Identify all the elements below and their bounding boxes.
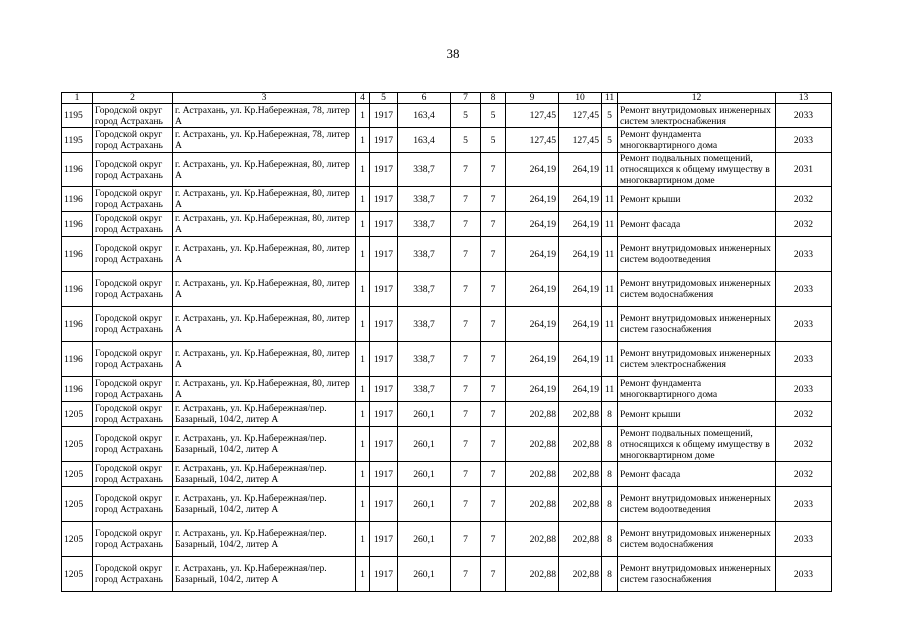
cell-address: г. Астрахань, ул. Кр.Набережная/пер. Базарный, 104/2, литер А xyxy=(173,522,356,557)
cell-year: 1917 xyxy=(370,377,398,402)
cell-col7: 7 xyxy=(451,342,481,377)
cell-col11: 8 xyxy=(602,522,618,557)
cell-col9: 127,45 xyxy=(506,104,559,128)
cell-col9: 127,45 xyxy=(506,128,559,153)
cell-col10: 202,88 xyxy=(559,487,602,522)
table-row xyxy=(62,402,832,427)
cell-col11: 11 xyxy=(602,187,618,212)
cell-municipality: Городской округ город Астрахань xyxy=(93,522,173,557)
cell-planned-year: 2032 xyxy=(776,427,832,462)
cell-col7: 7 xyxy=(451,557,481,592)
cell-col8: 5 xyxy=(481,104,506,128)
table-row xyxy=(62,153,832,187)
cell-planned-year: 2033 xyxy=(776,237,832,272)
table-row xyxy=(62,128,832,153)
cell-planned-year: 2032 xyxy=(776,462,832,487)
column-header: 1 xyxy=(62,93,93,104)
cell-house-id: 1196 xyxy=(62,307,93,342)
cell-planned-year: 2033 xyxy=(776,522,832,557)
cell-work-type: Ремонт внутридомовых инженерных систем электроснабжения xyxy=(618,104,776,128)
cell-address: г. Астрахань, ул. Кр.Набережная/пер. Базарный, 104/2, литер А xyxy=(173,402,356,427)
cell-col8: 7 xyxy=(481,153,506,187)
cell-planned-year: 2033 xyxy=(776,104,832,128)
column-header: 4 xyxy=(356,93,370,104)
cell-col8: 7 xyxy=(481,427,506,462)
cell-planned-year: 2031 xyxy=(776,153,832,187)
cell-house-id: 1196 xyxy=(62,377,93,402)
cell-municipality: Городской округ город Астрахань xyxy=(93,153,173,187)
cell-col10: 264,19 xyxy=(559,212,602,237)
cell-planned-year: 2033 xyxy=(776,557,832,592)
cell-col10: 202,88 xyxy=(559,427,602,462)
cell-work-type: Ремонт внутридомовых инженерных систем водоотведения xyxy=(618,487,776,522)
cell-col11: 11 xyxy=(602,237,618,272)
cell-planned-year: 2032 xyxy=(776,402,832,427)
cell-col8: 7 xyxy=(481,487,506,522)
repair-schedule-table xyxy=(61,92,832,592)
cell-col9: 264,19 xyxy=(506,237,559,272)
cell-col10: 264,19 xyxy=(559,307,602,342)
table-row xyxy=(62,557,832,592)
column-header: 5 xyxy=(370,93,398,104)
cell-col4: 1 xyxy=(356,557,370,592)
cell-house-id: 1195 xyxy=(62,128,93,153)
cell-work-type: Ремонт фундамента многоквартирного дома xyxy=(618,128,776,153)
cell-area: 338,7 xyxy=(398,237,451,272)
cell-work-type: Ремонт крыши xyxy=(618,402,776,427)
cell-address: г. Астрахань, ул. Кр.Набережная, 80, литер А xyxy=(173,237,356,272)
cell-col7: 7 xyxy=(451,237,481,272)
cell-address: г. Астрахань, ул. Кр.Набережная/пер. Базарный, 104/2, литер А xyxy=(173,427,356,462)
table-row xyxy=(62,342,832,377)
cell-col4: 1 xyxy=(356,307,370,342)
cell-planned-year: 2032 xyxy=(776,187,832,212)
cell-area: 260,1 xyxy=(398,487,451,522)
cell-municipality: Городской округ город Астрахань xyxy=(93,187,173,212)
cell-work-type: Ремонт внутридомовых инженерных систем газоснабжения xyxy=(618,557,776,592)
cell-col4: 1 xyxy=(356,377,370,402)
cell-col4: 1 xyxy=(356,153,370,187)
cell-col7: 7 xyxy=(451,153,481,187)
cell-work-type: Ремонт подвальных помещений, относящихся к общему имуществу в многоквартирном доме xyxy=(618,153,776,187)
cell-col9: 264,19 xyxy=(506,272,559,307)
cell-year: 1917 xyxy=(370,272,398,307)
cell-col10: 127,45 xyxy=(559,128,602,153)
cell-municipality: Городской округ город Астрахань xyxy=(93,272,173,307)
cell-col8: 7 xyxy=(481,557,506,592)
cell-area: 163,4 xyxy=(398,104,451,128)
cell-col7: 7 xyxy=(451,187,481,212)
cell-col7: 7 xyxy=(451,522,481,557)
cell-area: 260,1 xyxy=(398,557,451,592)
cell-col10: 202,88 xyxy=(559,557,602,592)
cell-year: 1917 xyxy=(370,128,398,153)
cell-col7: 7 xyxy=(451,272,481,307)
table-row xyxy=(62,212,832,237)
cell-col11: 11 xyxy=(602,212,618,237)
cell-col4: 1 xyxy=(356,187,370,212)
cell-col11: 8 xyxy=(602,557,618,592)
cell-col8: 5 xyxy=(481,128,506,153)
cell-col7: 7 xyxy=(451,462,481,487)
cell-col11: 11 xyxy=(602,272,618,307)
cell-municipality: Городской округ город Астрахань xyxy=(93,128,173,153)
cell-address: г. Астрахань, ул. Кр.Набережная, 80, литер А xyxy=(173,212,356,237)
cell-work-type: Ремонт фасада xyxy=(618,212,776,237)
page-number: 38 xyxy=(446,46,460,61)
cell-house-id: 1196 xyxy=(62,187,93,212)
cell-work-type: Ремонт крыши xyxy=(618,187,776,212)
cell-area: 163,4 xyxy=(398,128,451,153)
column-header: 6 xyxy=(398,93,451,104)
cell-col4: 1 xyxy=(356,104,370,128)
cell-col4: 1 xyxy=(356,237,370,272)
cell-col8: 7 xyxy=(481,237,506,272)
cell-house-id: 1195 xyxy=(62,104,93,128)
cell-col4: 1 xyxy=(356,522,370,557)
cell-col7: 5 xyxy=(451,128,481,153)
cell-work-type: Ремонт подвальных помещений, относящихся к общему имуществу в многоквартирном доме xyxy=(618,427,776,462)
cell-col4: 1 xyxy=(356,272,370,307)
cell-area: 260,1 xyxy=(398,522,451,557)
cell-col4: 1 xyxy=(356,212,370,237)
cell-house-id: 1196 xyxy=(62,272,93,307)
column-header: 3 xyxy=(173,93,356,104)
cell-col8: 7 xyxy=(481,272,506,307)
cell-house-id: 1205 xyxy=(62,462,93,487)
cell-municipality: Городской округ город Астрахань xyxy=(93,377,173,402)
cell-col7: 7 xyxy=(451,427,481,462)
cell-year: 1917 xyxy=(370,427,398,462)
table-row xyxy=(62,377,832,402)
cell-year: 1917 xyxy=(370,487,398,522)
cell-col9: 202,88 xyxy=(506,462,559,487)
table-row xyxy=(62,104,832,128)
cell-col9: 264,19 xyxy=(506,187,559,212)
cell-year: 1917 xyxy=(370,307,398,342)
cell-municipality: Городской округ город Астрахань xyxy=(93,307,173,342)
cell-year: 1917 xyxy=(370,462,398,487)
cell-area: 338,7 xyxy=(398,307,451,342)
cell-col8: 7 xyxy=(481,522,506,557)
cell-col4: 1 xyxy=(356,487,370,522)
cell-address: г. Астрахань, ул. Кр.Набережная, 78, литер А xyxy=(173,128,356,153)
cell-col11: 8 xyxy=(602,427,618,462)
cell-house-id: 1196 xyxy=(62,153,93,187)
cell-area: 260,1 xyxy=(398,427,451,462)
cell-house-id: 1205 xyxy=(62,402,93,427)
cell-col11: 11 xyxy=(602,153,618,187)
cell-col9: 264,19 xyxy=(506,153,559,187)
cell-municipality: Городской округ город Астрахань xyxy=(93,237,173,272)
cell-col9: 202,88 xyxy=(506,427,559,462)
cell-planned-year: 2033 xyxy=(776,272,832,307)
cell-house-id: 1205 xyxy=(62,557,93,592)
cell-area: 338,7 xyxy=(398,187,451,212)
cell-area: 338,7 xyxy=(398,272,451,307)
table-row xyxy=(62,427,832,462)
cell-planned-year: 2033 xyxy=(776,342,832,377)
cell-address: г. Астрахань, ул. Кр.Набережная, 80, литер А xyxy=(173,307,356,342)
cell-col11: 11 xyxy=(602,342,618,377)
cell-col7: 7 xyxy=(451,487,481,522)
cell-col8: 7 xyxy=(481,402,506,427)
cell-work-type: Ремонт фундамента многоквартирного дома xyxy=(618,377,776,402)
cell-address: г. Астрахань, ул. Кр.Набережная, 80, литер А xyxy=(173,342,356,377)
table-row xyxy=(62,237,832,272)
cell-planned-year: 2033 xyxy=(776,377,832,402)
cell-year: 1917 xyxy=(370,237,398,272)
cell-col10: 264,19 xyxy=(559,187,602,212)
column-header: 11 xyxy=(602,93,618,104)
cell-col9: 202,88 xyxy=(506,487,559,522)
cell-planned-year: 2033 xyxy=(776,128,832,153)
cell-col8: 7 xyxy=(481,187,506,212)
cell-year: 1917 xyxy=(370,153,398,187)
cell-municipality: Городской округ город Астрахань xyxy=(93,342,173,377)
cell-year: 1917 xyxy=(370,187,398,212)
cell-house-id: 1196 xyxy=(62,342,93,377)
cell-area: 338,7 xyxy=(398,212,451,237)
table-row xyxy=(62,487,832,522)
cell-col10: 202,88 xyxy=(559,462,602,487)
cell-col9: 264,19 xyxy=(506,307,559,342)
cell-house-id: 1205 xyxy=(62,427,93,462)
column-header: 10 xyxy=(559,93,602,104)
cell-col7: 7 xyxy=(451,377,481,402)
cell-year: 1917 xyxy=(370,522,398,557)
cell-address: г. Астрахань, ул. Кр.Набережная/пер. Базарный, 104/2, литер А xyxy=(173,462,356,487)
cell-address: г. Астрахань, ул. Кр.Набережная, 80, литер А xyxy=(173,377,356,402)
cell-year: 1917 xyxy=(370,557,398,592)
cell-col9: 202,88 xyxy=(506,557,559,592)
cell-col7: 7 xyxy=(451,212,481,237)
table-header-row xyxy=(62,93,832,104)
cell-col9: 202,88 xyxy=(506,522,559,557)
column-header: 7 xyxy=(451,93,481,104)
cell-address: г. Астрахань, ул. Кр.Набережная, 80, литер А xyxy=(173,272,356,307)
cell-col10: 264,19 xyxy=(559,237,602,272)
cell-address: г. Астрахань, ул. Кр.Набережная/пер. Базарный, 104/2, литер А xyxy=(173,487,356,522)
cell-area: 338,7 xyxy=(398,342,451,377)
cell-col11: 8 xyxy=(602,402,618,427)
column-header: 13 xyxy=(776,93,832,104)
cell-year: 1917 xyxy=(370,212,398,237)
cell-col10: 264,19 xyxy=(559,272,602,307)
cell-col8: 7 xyxy=(481,212,506,237)
cell-col7: 5 xyxy=(451,104,481,128)
cell-house-id: 1205 xyxy=(62,487,93,522)
cell-area: 338,7 xyxy=(398,377,451,402)
cell-area: 260,1 xyxy=(398,402,451,427)
cell-col10: 264,19 xyxy=(559,342,602,377)
cell-address: г. Астрахань, ул. Кр.Набережная, 78, литер А xyxy=(173,104,356,128)
cell-address: г. Астрахань, ул. Кр.Набережная, 80, литер А xyxy=(173,153,356,187)
cell-col10: 202,88 xyxy=(559,522,602,557)
cell-col11: 8 xyxy=(602,462,618,487)
cell-work-type: Ремонт внутридомовых инженерных систем электроснабжения xyxy=(618,342,776,377)
cell-col10: 127,45 xyxy=(559,104,602,128)
cell-municipality: Городской округ город Астрахань xyxy=(93,427,173,462)
cell-col11: 8 xyxy=(602,487,618,522)
cell-col9: 264,19 xyxy=(506,377,559,402)
cell-col7: 7 xyxy=(451,307,481,342)
cell-house-id: 1196 xyxy=(62,237,93,272)
cell-col4: 1 xyxy=(356,402,370,427)
cell-col10: 264,19 xyxy=(559,153,602,187)
table-row xyxy=(62,307,832,342)
cell-municipality: Городской округ город Астрахань xyxy=(93,212,173,237)
table-row xyxy=(62,187,832,212)
cell-col9: 264,19 xyxy=(506,342,559,377)
cell-work-type: Ремонт внутридомовых инженерных систем водоснабжения xyxy=(618,522,776,557)
cell-house-id: 1205 xyxy=(62,522,93,557)
table-row xyxy=(62,272,832,307)
cell-work-type: Ремонт внутридомовых инженерных систем водоотведения xyxy=(618,237,776,272)
cell-col11: 5 xyxy=(602,104,618,128)
cell-planned-year: 2033 xyxy=(776,487,832,522)
cell-col10: 264,19 xyxy=(559,377,602,402)
cell-year: 1917 xyxy=(370,342,398,377)
cell-col11: 5 xyxy=(602,128,618,153)
cell-col8: 7 xyxy=(481,462,506,487)
cell-col9: 264,19 xyxy=(506,212,559,237)
cell-col4: 1 xyxy=(356,427,370,462)
cell-area: 260,1 xyxy=(398,462,451,487)
column-header: 9 xyxy=(506,93,559,104)
cell-work-type: Ремонт внутридомовых инженерных систем водоснабжения xyxy=(618,272,776,307)
cell-col11: 11 xyxy=(602,377,618,402)
cell-house-id: 1196 xyxy=(62,212,93,237)
table-row xyxy=(62,522,832,557)
cell-address: г. Астрахань, ул. Кр.Набережная/пер. Базарный, 104/2, литер А xyxy=(173,557,356,592)
cell-col7: 7 xyxy=(451,402,481,427)
cell-area: 338,7 xyxy=(398,153,451,187)
cell-municipality: Городской округ город Астрахань xyxy=(93,557,173,592)
column-header: 2 xyxy=(93,93,173,104)
cell-year: 1917 xyxy=(370,104,398,128)
cell-col11: 11 xyxy=(602,307,618,342)
cell-year: 1917 xyxy=(370,402,398,427)
cell-planned-year: 2032 xyxy=(776,212,832,237)
cell-col8: 7 xyxy=(481,342,506,377)
cell-col8: 7 xyxy=(481,377,506,402)
cell-col10: 202,88 xyxy=(559,402,602,427)
cell-municipality: Городской округ город Астрахань xyxy=(93,462,173,487)
cell-municipality: Городской округ город Астрахань xyxy=(93,104,173,128)
cell-municipality: Городской округ город Астрахань xyxy=(93,402,173,427)
cell-col9: 202,88 xyxy=(506,402,559,427)
cell-col4: 1 xyxy=(356,128,370,153)
cell-work-type: Ремонт внутридомовых инженерных систем газоснабжения xyxy=(618,307,776,342)
column-header: 8 xyxy=(481,93,506,104)
cell-col8: 7 xyxy=(481,307,506,342)
column-header: 12 xyxy=(618,93,776,104)
cell-address: г. Астрахань, ул. Кр.Набережная, 80, литер А xyxy=(173,187,356,212)
cell-municipality: Городской округ город Астрахань xyxy=(93,487,173,522)
cell-col4: 1 xyxy=(356,342,370,377)
cell-col4: 1 xyxy=(356,462,370,487)
cell-planned-year: 2033 xyxy=(776,307,832,342)
cell-work-type: Ремонт фасада xyxy=(618,462,776,487)
table-row xyxy=(62,462,832,487)
